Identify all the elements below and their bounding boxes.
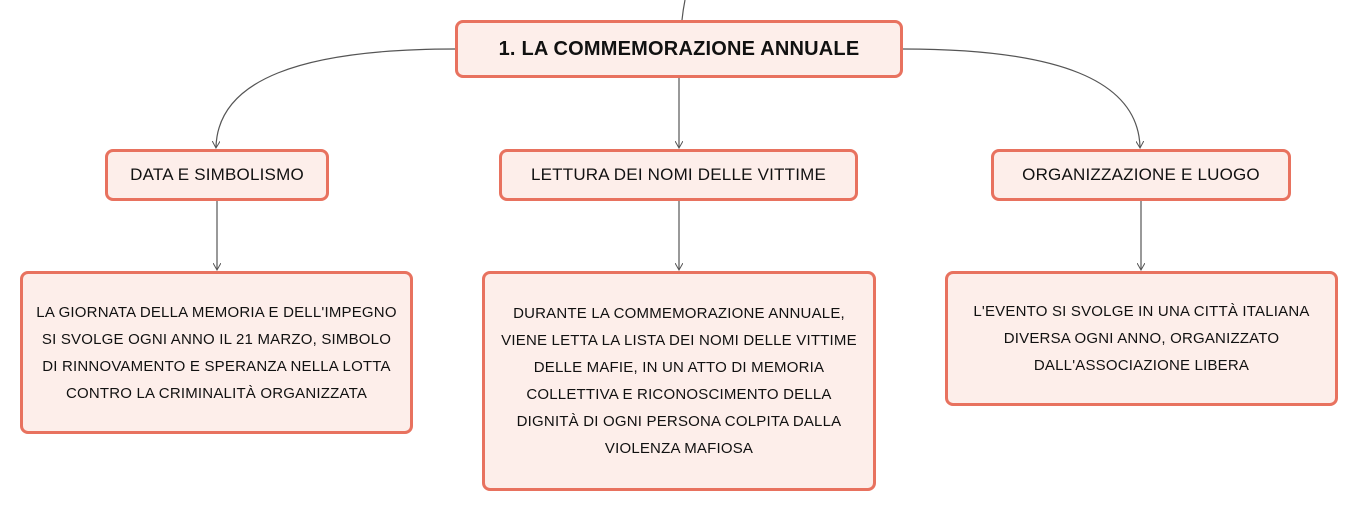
detail-text: DURANTE LA COMMEMORAZIONE ANNUALE, VIENE LETTA LA LISTA DEI NOMI DELLE VITTIME DELLE MAFIE, IN UN ATTO DI MEMORIA COLLETTIVA E RICONOSCIMENTO DELLA DIGNITÀ DI OGNI PERSONA COLPITA DALLA VIOLENZA MAFIOSA [501,305,857,457]
connector-root-to-branch-data [216,49,455,147]
connector-parent-to-root [682,0,685,20]
detail-text: LA GIORNATA DELLA MEMORIA E DELL'IMPEGNO SI SVOLGE OGNI ANNO IL 21 MARZO, SIMBOLO DI RINNOVAMENTO E SPERANZA NELLA LOTTA CONTRO LA CRIMINALITÀ ORGANIZZATA [36,303,397,402]
branch-label: ORGANIZZAZIONE E LUOGO [1022,165,1260,184]
branch-node-lettura-dei-nomi[interactable] [499,149,858,201]
branch-label: LETTURA DEI NOMI DELLE VITTIME [530,165,827,184]
connector-root-to-branch-organizzazione [903,49,1140,147]
detail-node-organizzazione-e-luogo[interactable] [945,271,1338,406]
detail-text: L'EVENTO SI SVOLGE IN UNA CITTÀ ITALIANA DIVERSA OGNI ANNO, ORGANIZZATO DALL'ASSOCIAZIONE LIBERA [973,303,1310,374]
root-topic[interactable] [455,20,903,78]
branch-label: DATA E SIMBOLISMO [130,165,304,184]
detail-node-data-e-simbolismo[interactable] [20,271,413,434]
branch-node-data-e-simbolismo[interactable] [105,149,329,201]
root-topic-label: 1. LA COMMEMORAZIONE ANNUALE [498,37,860,60]
branch-node-organizzazione-e-luogo[interactable] [991,149,1291,201]
detail-node-lettura-dei-nomi[interactable] [482,271,876,491]
